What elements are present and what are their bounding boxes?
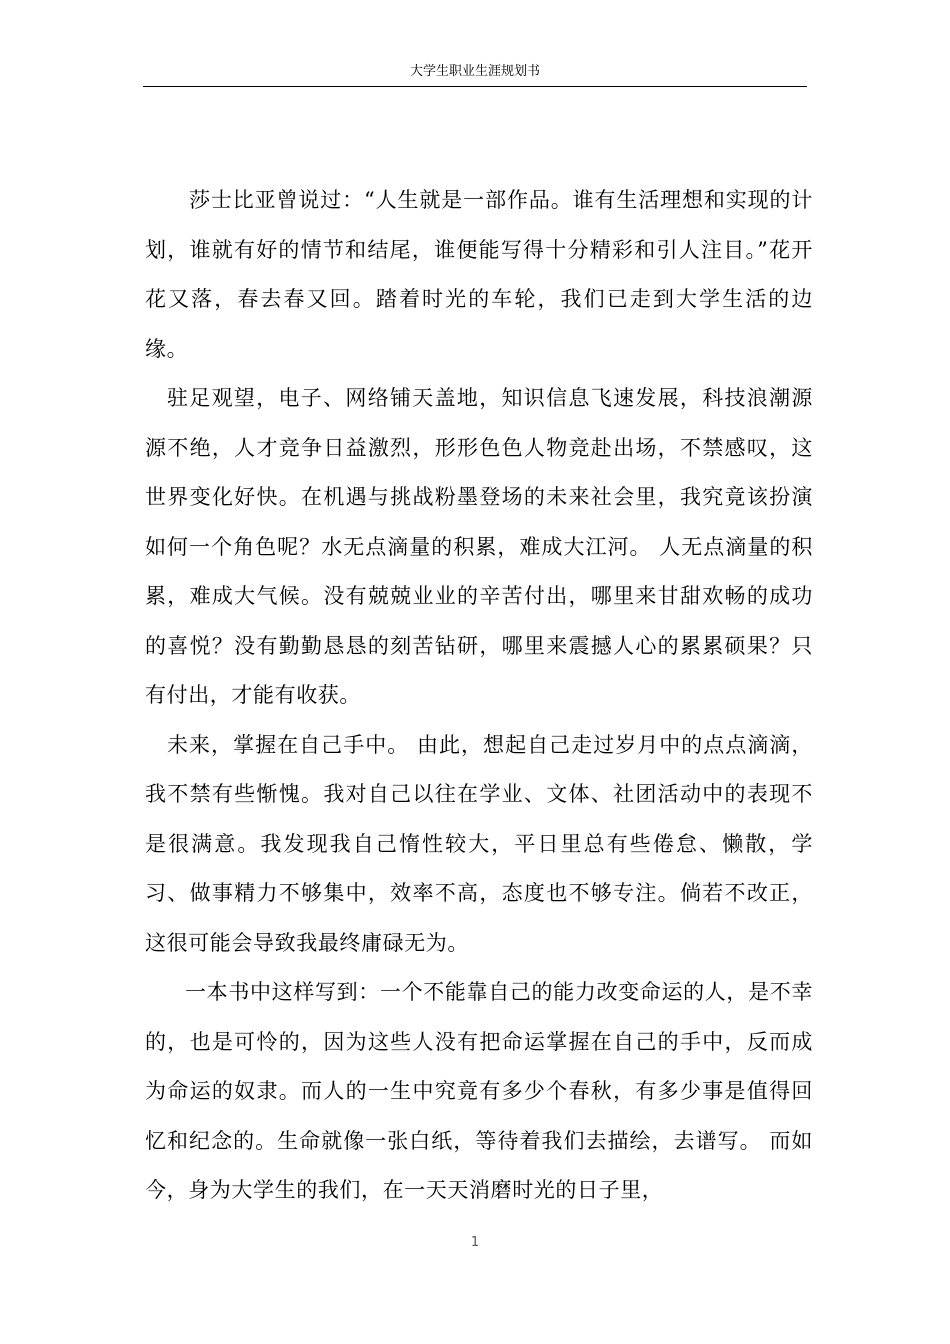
document-body <box>145 176 813 1216</box>
paragraph-3: 未来，掌握在自己手中。 由此，想起自己走过岁月中的点点滴滴，我不禁有些惭愧。我对自己以往在学业、文体、社团活动中的表现不是很满意。我发现我自己惰性较大，平日里总有些倦怠、懒散，学习、做事精力不够集中，效率不高，态度也不够专注。倘若不改正，这很可能会导致我最终庸碌无为。 <box>145 732 813 955</box>
page-number: 1 <box>470 1235 480 1250</box>
page-header-title: 大学生职业生涯规划书 <box>409 64 540 79</box>
paragraph-4: 一本书中这样写到：一个不能靠自己的能力改变命运的人，是不幸的，也是可怜的，因为这些人没有把命运掌握在自己的手中，反而成为命运的奴隶。而人的一生中究竟有多少个春秋，有多少事是值得回忆和纪念的。生命就像一张白纸，等待着我们去描绘，去谱写。 而如今，身为大学生的我们，在一天天消磨时光的日子里， <box>145 980 813 1202</box>
header-divider <box>143 86 807 87</box>
paragraph-1: 莎士比亚曾说过：“人生就是一部作品。谁有生活理想和实现的计划，谁就有好的情节和结尾，谁便能写得十分精彩和引人注目。”花开花又落，春去春又回。踏着时光的车轮，我们已走到大学生活的边缘。 <box>145 188 813 361</box>
paragraph-2: 驻足观望，电子、网络铺天盖地，知识信息飞速发展，科技浪潮源源不绝，人才竞争日益激烈，形形色色人物竞赴出场，不禁感叹，这世界变化好快。在机遇与挑战粉墨登场的未来社会里，我究竟该扮演如何一个角色呢？水无点滴量的积累，难成大江河。 人无点滴量的积累，难成大气候。没有兢兢业业的辛苦付出，哪里来甘甜欢畅的成功的喜悦？没有勤勤恳恳的刻苦钻研，哪里来震撼人心的累累硕果？只有付出，才能有收获。 <box>145 386 813 707</box>
